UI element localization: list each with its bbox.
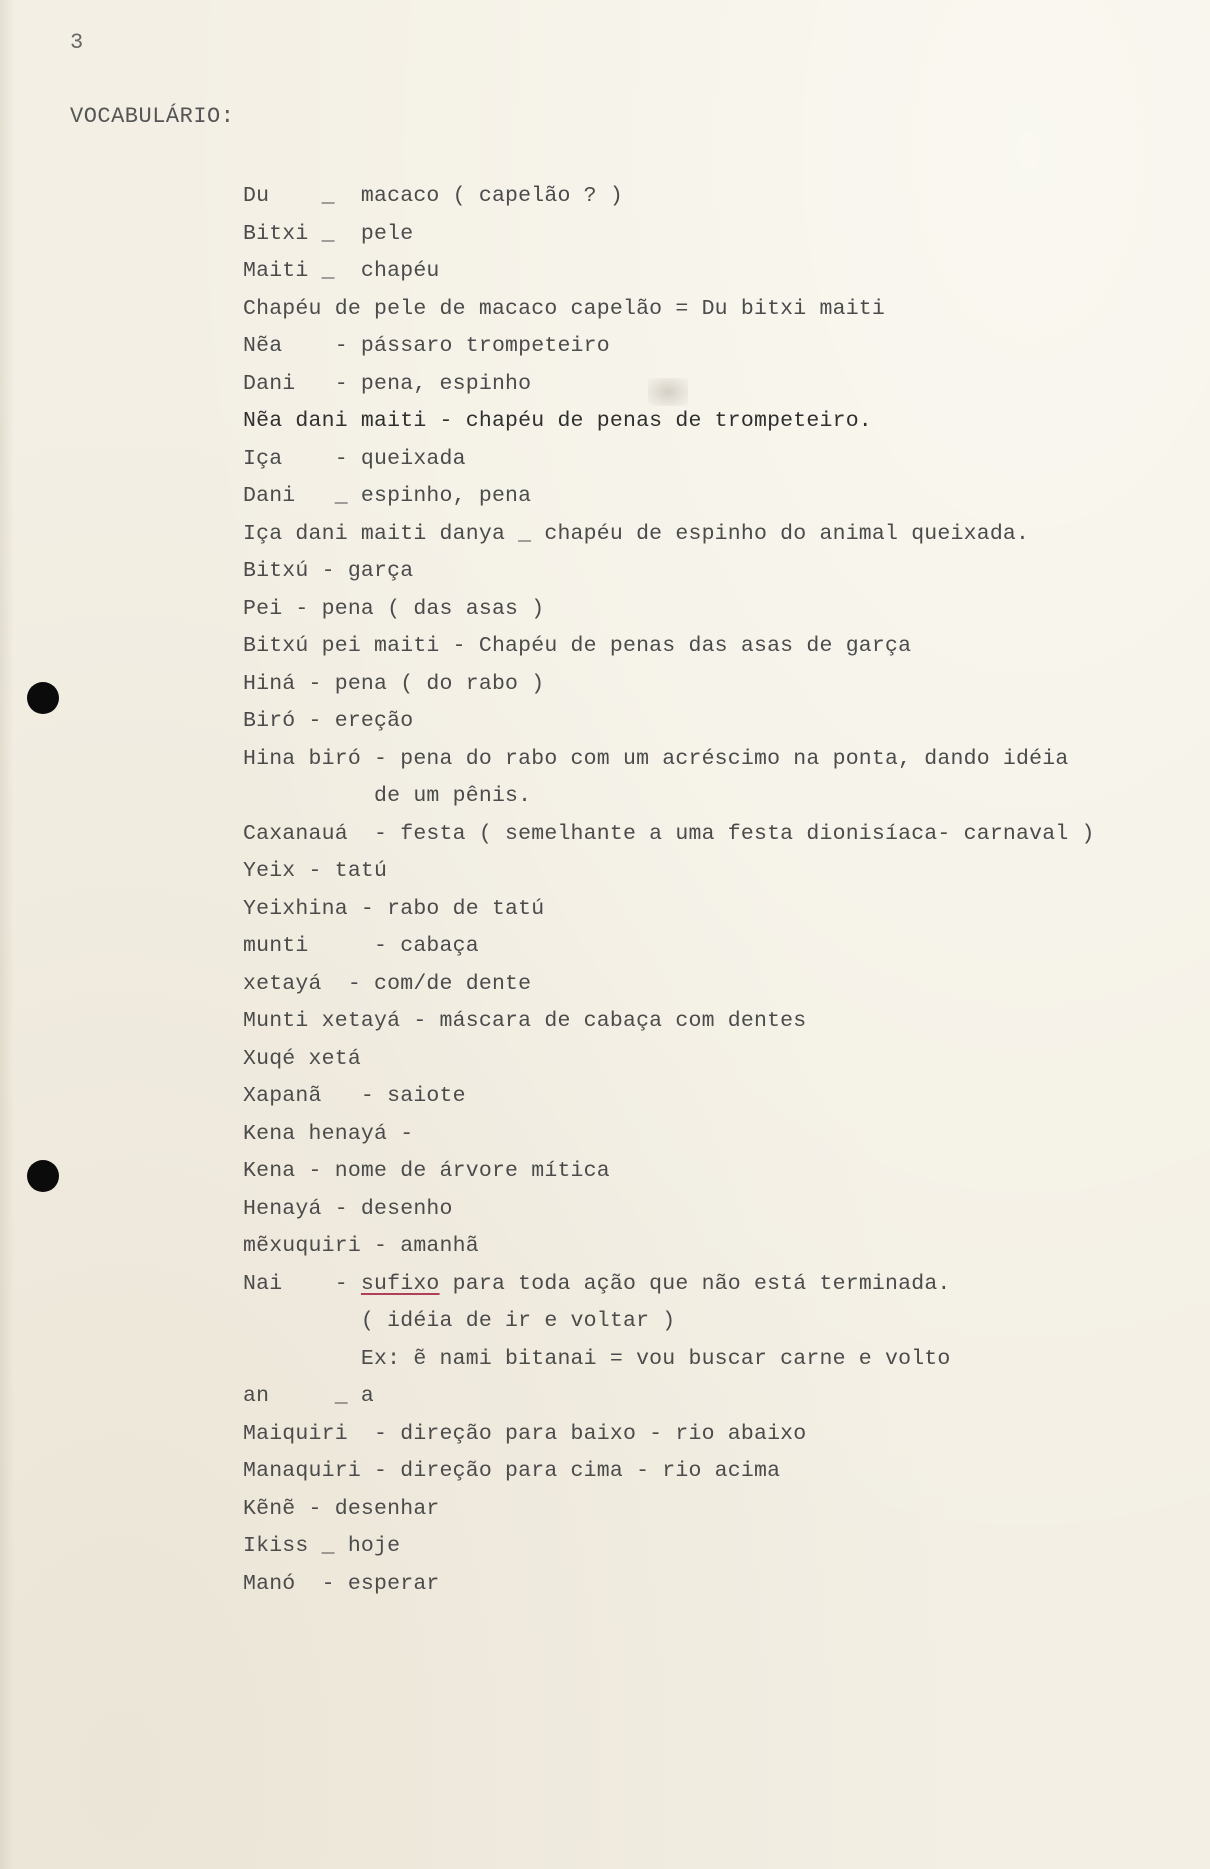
- vocabulary-entry: [243, 441, 1203, 479]
- vocabulary-entry: [243, 1416, 1203, 1454]
- vocabulary-entry: [243, 1003, 1203, 1041]
- entry-text: Pei - pena ( das asas ): [243, 596, 545, 621]
- entry-text: Xapanã - saiote: [243, 1084, 466, 1108]
- vocabulary-entry: [243, 1528, 1203, 1566]
- entry-text: de um pênis.: [243, 784, 532, 808]
- entry-text: Kena - nome de árvore mítica: [243, 1159, 610, 1183]
- binder-hole-icon: [27, 682, 59, 714]
- vocabulary-entry: [243, 178, 1203, 216]
- vocabulary-entry: [243, 1303, 1203, 1341]
- entry-text: Hina biró - pena do rabo com um acréscimo na ponta, dando idéia: [243, 746, 1069, 771]
- vocabulary-entry: [243, 1191, 1203, 1229]
- vocabulary-entry: [243, 516, 1203, 554]
- binder-hole-icon: [27, 1160, 59, 1192]
- vocabulary-entry: [243, 1566, 1203, 1604]
- entry-text: mẽxuquiri - amanhã: [243, 1234, 479, 1258]
- vocabulary-entry: [243, 853, 1203, 891]
- vocabulary-entry: [243, 628, 1203, 666]
- entry-text: Munti xetayá - máscara de cabaça com dentes: [243, 1009, 807, 1033]
- entry-text: ( idéia de ir e voltar ): [243, 1309, 676, 1333]
- section-title: VOCABULÁRIO:: [70, 104, 235, 129]
- entry-text: Yeix - tatú: [243, 859, 388, 883]
- vocabulary-entry: [243, 366, 1203, 404]
- entry-text: Iça - queixada: [243, 446, 466, 471]
- vocabulary-entry: [243, 966, 1203, 1004]
- vocabulary-entry: [243, 1078, 1203, 1116]
- entry-text: an _ a: [243, 1384, 375, 1408]
- entry-text: Chapéu de pele de macaco capelão = Du bitxi maiti: [243, 296, 886, 321]
- entry-text: Nai -: [243, 1271, 361, 1296]
- vocabulary-entry: [243, 703, 1203, 741]
- vocabulary-entry: [243, 816, 1203, 854]
- page-number: 3: [70, 30, 84, 55]
- entry-text: xetayá - com/de dente: [243, 971, 532, 996]
- entry-text: Xuqé xetá: [243, 1046, 361, 1071]
- vocabulary-entry: [243, 403, 1203, 441]
- entry-text: Manaquiri - direção para cima - rio acima: [243, 1459, 781, 1483]
- entry-text: Bitxú pei maiti - Chapéu de penas das asas de garça: [243, 634, 912, 658]
- entry-text: Nẽa - pássaro trompeteiro: [243, 334, 610, 358]
- entry-text: Iça dani maiti danya _ chapéu de espinho do animal queixada.: [243, 521, 1030, 546]
- vocabulary-entry: [243, 1378, 1203, 1416]
- vocabulary-entry: [243, 216, 1203, 254]
- entry-text: Bitxi _ pele: [243, 221, 414, 246]
- entry-text: Dani _ espinho, pena: [243, 484, 532, 508]
- vocabulary-entry: [243, 1153, 1203, 1191]
- entry-text-continuation: para toda ação que não está terminada.: [439, 1271, 951, 1296]
- vocabulary-entry: [243, 291, 1203, 329]
- entry-text: Kẽnẽ - desenhar: [243, 1496, 440, 1521]
- entry-text: Ex: ẽ nami bitanai = vou buscar carne e volto: [243, 1346, 951, 1371]
- vocabulary-entry: [243, 1266, 1203, 1304]
- entry-text: munti - cabaça: [243, 934, 479, 958]
- entry-text: Henayá - desenho: [243, 1196, 453, 1221]
- entry-text: Maiti _ chapéu: [243, 259, 440, 283]
- entry-text: Bitxú - garça: [243, 559, 414, 583]
- entry-text: Maiquiri - direção para baixo - rio abaixo: [243, 1421, 807, 1446]
- entry-text: Kena henayá -: [243, 1121, 414, 1146]
- vocabulary-entry: [243, 253, 1203, 291]
- entry-text: Nẽa dani maiti - chapéu de penas de trompeteiro.: [243, 409, 872, 433]
- vocabulary-list: [243, 178, 1203, 1603]
- underlined-term: sufixo: [360, 1271, 440, 1296]
- vocabulary-entry: [243, 1228, 1203, 1266]
- entry-text: Biró - ereção: [243, 709, 414, 733]
- entry-text: Manó - esperar: [243, 1571, 440, 1596]
- paper-edge-shadow: [0, 0, 14, 1869]
- entry-text: Ikiss _ hoje: [243, 1534, 401, 1558]
- vocabulary-entry: [243, 553, 1203, 591]
- vocabulary-entry: [243, 328, 1203, 366]
- entry-text: Dani - pena, espinho: [243, 371, 532, 396]
- vocabulary-entry: [243, 591, 1203, 629]
- vocabulary-entry: [243, 891, 1203, 929]
- entry-text: Du _ macaco ( capelão ? ): [243, 184, 623, 208]
- vocabulary-entry: [243, 478, 1203, 516]
- vocabulary-entry: [243, 1041, 1203, 1079]
- vocabulary-entry: [243, 928, 1203, 966]
- entry-text: Caxanauá - festa ( semelhante a uma festa dionisíaca- carnaval ): [243, 821, 1095, 846]
- vocabulary-entry: [243, 1341, 1203, 1379]
- vocabulary-entry: [243, 666, 1203, 704]
- entry-text: Yeixhina - rabo de tatú: [243, 896, 545, 921]
- entry-text: Hiná - pena ( do rabo ): [243, 671, 545, 696]
- vocabulary-entry: [243, 1116, 1203, 1154]
- vocabulary-entry: [243, 778, 1203, 816]
- vocabulary-entry: [243, 1491, 1203, 1529]
- vocabulary-entry: [243, 1453, 1203, 1491]
- vocabulary-entry: [243, 741, 1203, 779]
